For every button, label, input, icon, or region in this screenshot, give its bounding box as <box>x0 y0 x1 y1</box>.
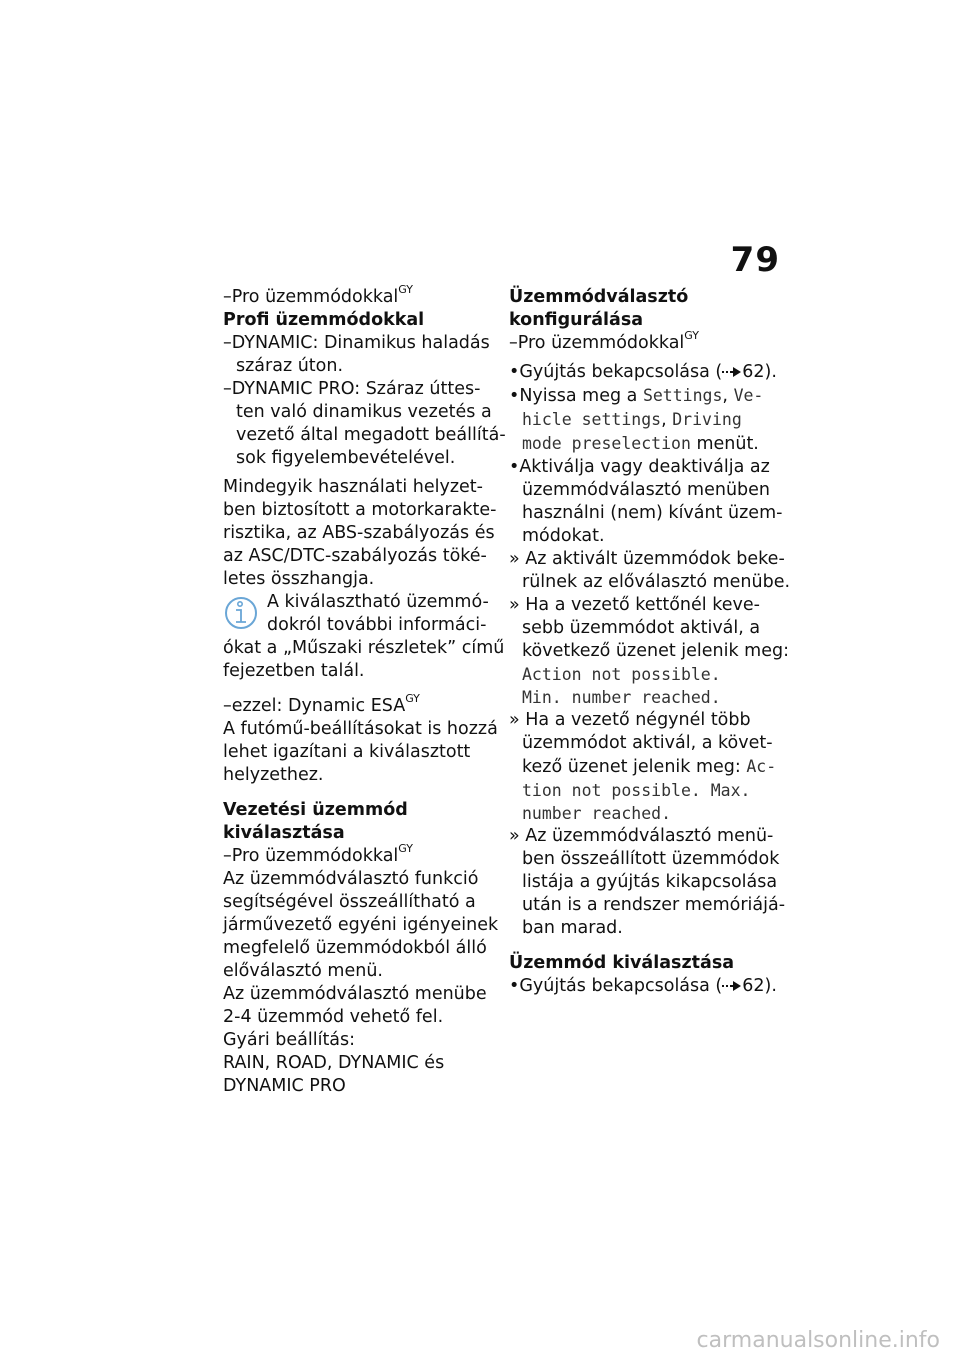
text-line: üzemmódválasztó menüben <box>522 480 771 500</box>
text-line: fejezetben talál. <box>223 661 365 681</box>
section-heading: Üzemmód kiválasztása <box>509 953 735 973</box>
text-line: sebb üzemmódot aktivál, a <box>522 618 761 638</box>
left-column <box>223 283 506 1098</box>
section-heading: Üzemmódválasztó <box>509 287 689 307</box>
text-line: A kiválasztható üzemmó- <box>267 592 489 612</box>
text-line: ban marad. <box>522 918 623 938</box>
text-line: A futómű-beállításokat is hozzá <box>223 719 498 739</box>
text-line: kező üzenet jelenik meg: Ac- <box>522 757 777 777</box>
text-line: használni (nem) kívánt üzem- <box>522 503 783 523</box>
text-line: •Aktiválja vagy deaktiválja az <box>509 457 770 477</box>
text-line: RAIN, ROAD, DYNAMIC és <box>223 1053 445 1073</box>
text-line: DYNAMIC PRO <box>223 1076 346 1096</box>
text-line: » Ha a vezető négynél több <box>509 710 751 730</box>
arrow-ref-icon <box>722 980 742 992</box>
text-line: az ASC/DTC-szabályozás töké- <box>223 546 487 566</box>
text-line: » Ha a vezető kettőnél keve- <box>509 595 760 615</box>
text-line: módokat. <box>522 526 605 546</box>
text-line: ben biztosított a motorkarakte- <box>223 500 497 520</box>
message-text: Action not possible. <box>522 665 721 684</box>
text-line: mode preselection menüt. <box>522 434 759 454</box>
text-line: lehet igazítani a kiválasztott <box>223 742 471 762</box>
page-number: 79 <box>730 240 780 280</box>
text-line: •Gyújtás bekapcsolása ( 62). <box>509 976 777 996</box>
text-line: Az üzemmódválasztó menübe <box>223 984 487 1004</box>
text-line: –DYNAMIC: Dinamikus haladás <box>223 333 490 353</box>
text-line: száraz úton. <box>236 356 344 376</box>
text-line: ten való dinamikus vezetés a <box>236 402 492 422</box>
text-line: •Gyújtás bekapcsolása ( 62). <box>509 362 777 382</box>
text-line: Mindegyik használati helyzet- <box>223 477 483 497</box>
text-line: risztika, az ABS-szabályozás és <box>223 523 495 543</box>
text-line: –Pro üzemmódokkal$^{GY}$ <box>223 283 413 307</box>
text-line: üzemmódot aktivál, a követ- <box>522 733 773 753</box>
text-line: következő üzenet jelenik meg: <box>522 641 789 661</box>
text-line: után is a rendszer memóriájá- <box>522 895 786 915</box>
section-heading: Vezetési üzemmód <box>223 800 408 820</box>
text-line: –Pro üzemmódokkal$^{GY}$ <box>223 842 413 866</box>
message-text: tion not possible. Max. <box>522 781 751 800</box>
text-line: –ezzel: Dynamic $ESA^{GY}$ <box>223 692 420 716</box>
info-icon <box>223 591 259 635</box>
text-line: –Pro üzemmódokkal$^{GY}$ <box>509 329 699 353</box>
message-text: number reached. <box>522 804 672 823</box>
text-line: járművezető egyéni igényeinek <box>223 915 499 935</box>
text-line: ókat a „Műszaki részletek” című <box>223 638 505 658</box>
text-line: –DYNAMIC PRO: Száraz úttes- <box>223 379 481 399</box>
text-line: rülnek az előválasztó menübe. <box>522 572 791 592</box>
text-line: sok figyelembevételével. <box>236 448 456 468</box>
text-line: Gyári beállítás: <box>223 1030 356 1050</box>
section-heading: konfigurálása <box>509 310 644 330</box>
right-column <box>509 286 791 998</box>
market-superscript: GY <box>405 692 420 706</box>
arrow-ref-icon <box>722 366 742 378</box>
info-note <box>223 591 505 683</box>
text-line: hicle settings, Driving <box>522 410 742 430</box>
text-line: előválasztó menü. <box>223 961 383 981</box>
text-line: » Az üzemmódválasztó menü- <box>509 826 774 846</box>
text-line: 2-4 üzemmód vehető fel. <box>223 1007 444 1027</box>
market-superscript: GY <box>398 283 413 297</box>
section-heading: kiválasztása <box>223 823 345 843</box>
market-superscript: GY <box>684 329 699 343</box>
text-line: Az üzemmódválasztó funkció <box>223 869 479 889</box>
text-line: segítségével összeállítható a <box>223 892 476 912</box>
text-line: » Az aktivált üzemmódok beke- <box>509 549 785 569</box>
text-line: •Nyissa meg a Settings, Ve- <box>509 386 764 406</box>
message-text: Min. number reached. <box>522 688 721 707</box>
text-line: vezető által megadott beállítá- <box>236 425 506 445</box>
text-line: dokról további informáci- <box>267 615 487 635</box>
watermark: carmanualsonline.info <box>696 1328 940 1353</box>
market-superscript: GY <box>398 842 413 856</box>
section-subheading: Profi üzemmódokkal <box>223 310 425 330</box>
text-line: letes összhangja. <box>223 569 375 589</box>
text-line: megfelelő üzemmódokból álló <box>223 938 487 958</box>
text-line: helyzethez. <box>223 765 324 785</box>
text-line: ben összeállított üzemmódok <box>522 849 780 869</box>
text-line: listája a gyújtás kikapcsolása <box>522 872 778 892</box>
